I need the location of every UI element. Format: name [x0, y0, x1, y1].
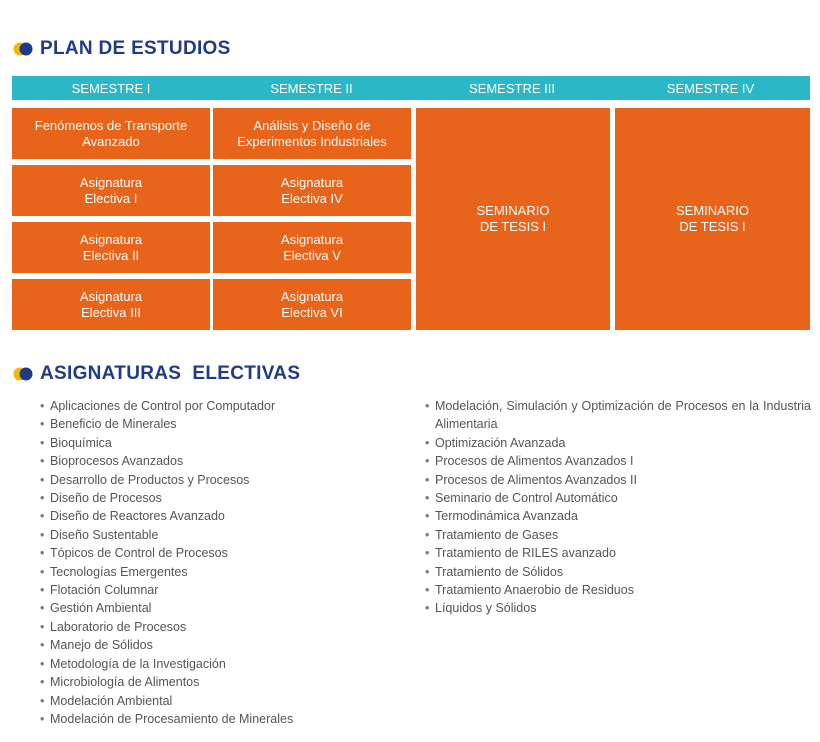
course-cell: Asignatura Electiva V — [213, 222, 411, 273]
semester-header: SEMESTRE II — [270, 80, 353, 96]
electives-list-left — [40, 397, 293, 728]
list-item: • Tratamiento de Sólidos — [425, 563, 811, 581]
plan-heading — [12, 38, 231, 60]
semester-header-bar — [12, 76, 810, 100]
list-item: • Gestión Ambiental — [40, 599, 293, 617]
semester-header: SEMESTRE IV — [666, 80, 755, 96]
list-item: • Flotación Columnar — [40, 581, 293, 599]
list-item: • Procesos de Alimentos Avanzados I — [425, 452, 811, 470]
list-item: • Bioquímica — [40, 434, 293, 452]
course-cell: Análisis y Diseño de Experimentos Industriales — [213, 108, 411, 159]
list-item: • Modelación, Simulación y Optimización de Procesos en la Industria Alimentaria — [425, 397, 811, 434]
electives-title: ASIGNATURAS ELECTIVAS — [40, 363, 301, 384]
list-item: • Tratamiento de Gases — [425, 526, 811, 544]
list-item: • Tópicos de Control de Procesos — [40, 544, 293, 562]
list-item: • Diseño de Reactores Avanzado — [40, 507, 293, 525]
list-item: • Diseño de Procesos — [40, 489, 293, 507]
list-item: • Optimización Avanzada — [425, 434, 811, 452]
list-item: • Seminario de Control Automático — [425, 489, 811, 507]
electives-list-right — [425, 397, 811, 618]
list-item: • Beneficio de Minerales — [40, 415, 293, 433]
course-cell: Asignatura Electiva II — [12, 222, 210, 273]
list-item: • Metodología de la Investigación — [40, 655, 293, 673]
course-cell: Asignatura Electiva IV — [213, 165, 411, 216]
list-item: • Modelación Ambiental — [40, 692, 293, 710]
list-item: • Laboratorio de Procesos — [40, 618, 293, 636]
list-item: • Tratamiento Anaerobio de Residuos — [425, 581, 811, 599]
list-item: • Líquidos y Sólidos — [425, 599, 811, 617]
list-item: • Microbiología de Alimentos — [40, 673, 293, 691]
list-item: • Manejo de Sólidos — [40, 636, 293, 654]
list-item: • Termodinámica Avanzada — [425, 507, 811, 525]
list-item: • Aplicaciones de Control por Computador — [40, 397, 293, 415]
semester-header: SEMESTRE III — [469, 80, 555, 96]
thesis-seminar-cell: SEMINARIO DE TESIS I — [615, 108, 810, 330]
list-item: • Tecnologías Emergentes — [40, 563, 293, 581]
list-item: • Diseño Sustentable — [40, 526, 293, 544]
course-cell: Fenómenos de Transporte Avanzado — [12, 108, 210, 159]
plan-title: PLAN DE ESTUDIOS — [40, 38, 231, 59]
list-item: • Bioprocesos Avanzados — [40, 452, 293, 470]
list-item: • Desarrollo de Productos y Procesos — [40, 471, 293, 489]
list-item: • Modelación de Procesamiento de Minerales — [40, 710, 293, 728]
course-cell: Asignatura Electiva III — [12, 279, 210, 330]
hexagon-logo-icon — [12, 41, 34, 57]
list-item: • Procesos de Alimentos Avanzados II — [425, 471, 811, 489]
course-cell: Asignatura Electiva I — [12, 165, 210, 216]
semester-header: SEMESTRE I — [71, 80, 151, 96]
hexagon-logo-icon — [12, 366, 34, 382]
electives-heading — [12, 363, 300, 385]
thesis-seminar-cell: SEMINARIO DE TESIS I — [416, 108, 610, 330]
course-cell: Asignatura Electiva VI — [213, 279, 411, 330]
list-item: • Tratamiento de RILES avanzado — [425, 544, 811, 562]
